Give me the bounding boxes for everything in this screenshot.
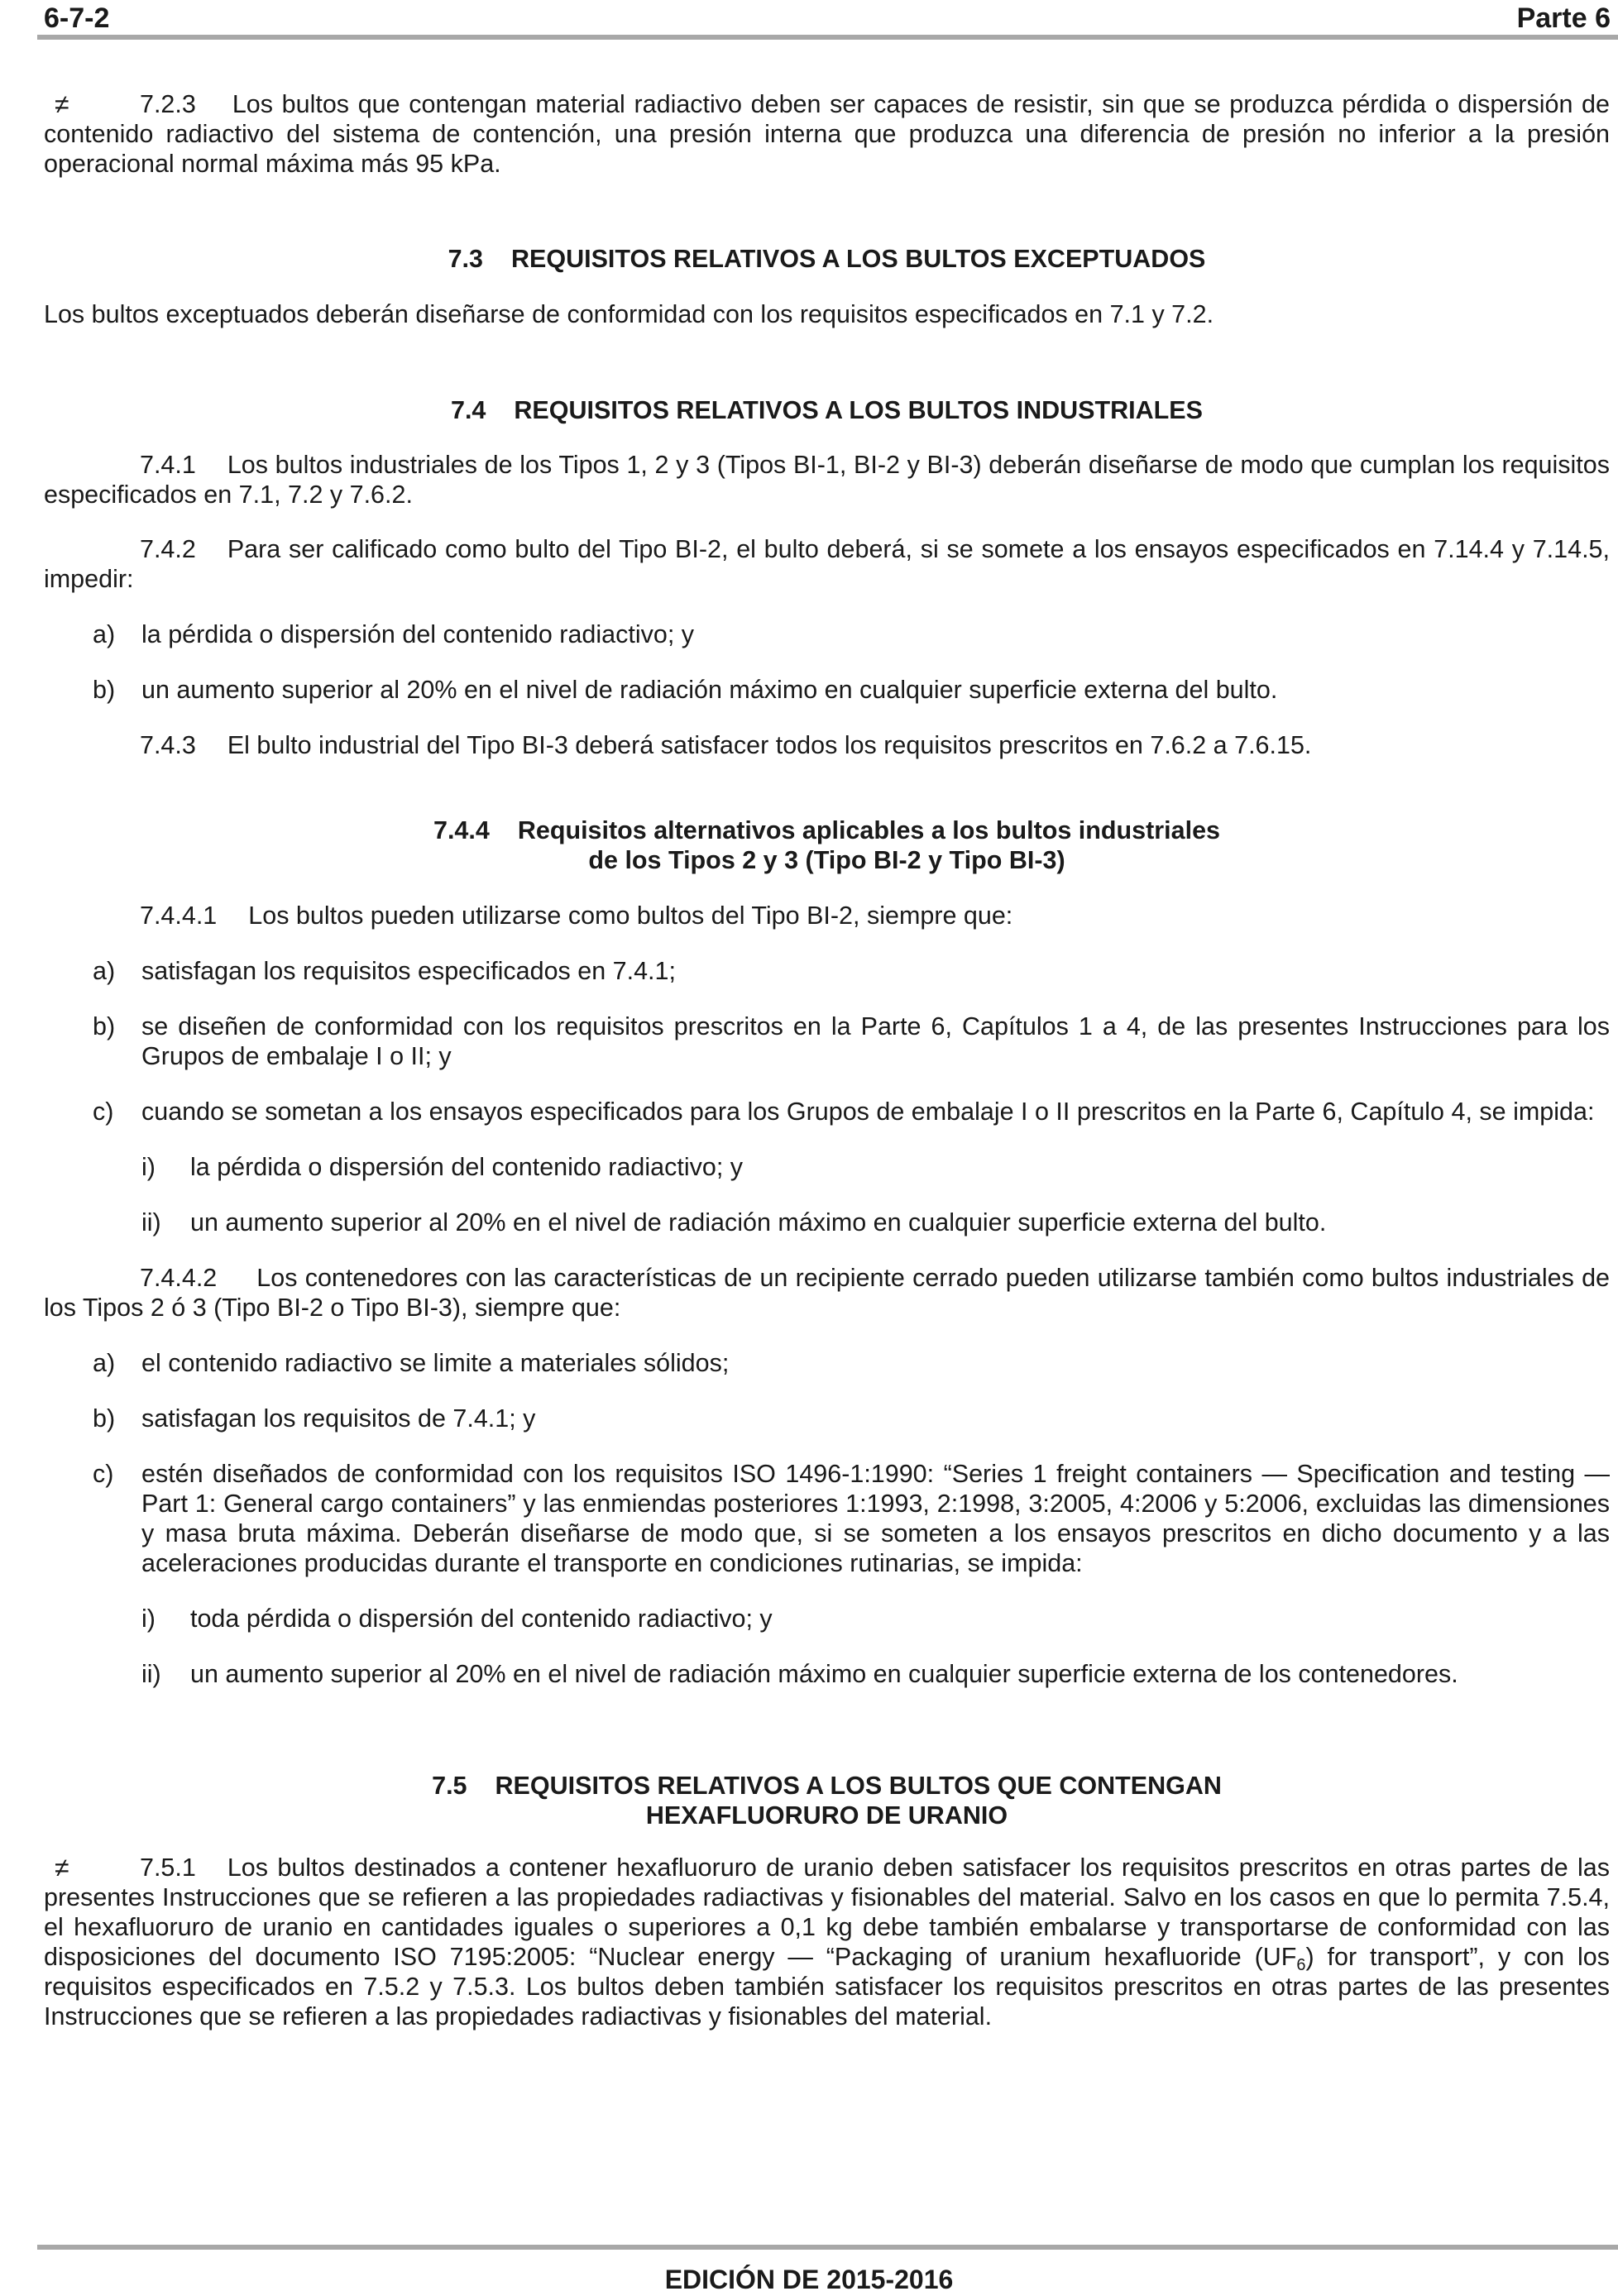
section-title-line1: Requisitos alternativos aplicables a los bultos industriales	[517, 816, 1220, 844]
list-label: a)	[93, 1349, 116, 1377]
list-text: un aumento superior al 20% en el nivel de radiación máximo en cualquier superficie externa del bulto.	[141, 676, 1278, 704]
list-label: a)	[93, 957, 116, 985]
sublist-item	[44, 1208, 1610, 1237]
paragraph-number: 7.4.3	[140, 731, 196, 759]
list-label: i)	[141, 1153, 156, 1181]
paragraph-text: Los bultos pueden utilizarse como bultos del Tipo BI-2, siempre que:	[248, 902, 1013, 930]
list-label: i)	[141, 1605, 156, 1633]
list-label: b)	[93, 1012, 116, 1040]
list-item	[44, 1348, 1610, 1378]
part-label: Parte 6	[1516, 2, 1611, 34]
paragraph-text: Los bultos que contengan material radiactivo deben ser capaces de resistir, sin que se produzca pérdida o dispersión de contenido radiactivo del sistema de contención, una presión interna que produzca una diferencia de presión no inferior a la presión operacional normal máxima más 95 kPa.	[44, 90, 1610, 178]
list-label: a)	[93, 620, 116, 648]
paragraph-text: Los bultos destinados a contener hexafluoruro de uranio deben satisfacer los requisitos prescritos en otras partes de las presentes Instrucciones que se refieren a las propiedades radiactivas y fisionables del material. Salvo en los casos en que lo permita 7.5.4, el hexafluoruro de uranio en cantidades iguales o superiores a 0,1 kg debe también embalarse y transportarse de conformidad con las disposiciones del documento ISO 7195:2005: “Nuclear energy — “Packaging of uranium hexafluoride (UF	[44, 1854, 1610, 1971]
list-label: ii)	[141, 1208, 161, 1236]
section-title-line2: HEXAFLUORURO DE URANIO	[645, 1801, 1008, 1830]
paragraph-number: 7.2.3	[140, 90, 196, 118]
list-text: toda pérdida o dispersión del contenido radiactivo; y	[190, 1605, 773, 1633]
paragraph-text: Los bultos industriales de los Tipos 1, 2 y 3 (Tipos BI-1, BI-2 y BI-3) deberán diseñarse de modo que cumplan los requisitos especificados en 7.1, 7.2 y 7.6.2.	[44, 451, 1610, 509]
list-text: estén diseñados de conformidad con los requisitos ISO 1496-1:1990: “Series 1 freight containers — Specification and testing — Part 1: General cargo containers” y las enmiendas posteriores 1:1993, 2:1998, 3:2005, 4:2006 y 5:2006, excluidas las dimensiones y masa bruta máxima. Deberán diseñarse de modo que, si se someten a los ensayos prescritos en dicho documento y a las aceleraciones producidas durante el transporte en condiciones rutinarias, se impida:	[141, 1460, 1610, 1577]
paragraph-number: 7.4.1	[140, 451, 196, 479]
paragraph-number: 7.4.4.2	[140, 1264, 218, 1292]
section-title: REQUISITOS RELATIVOS A LOS BULTOS EXCEPTUADOS	[511, 245, 1206, 273]
paragraph-number: 7.4.4.1	[140, 902, 218, 930]
header-rule	[37, 35, 1618, 40]
change-mark: ≠	[55, 1853, 69, 1882]
paragraph-7-4-1	[44, 450, 1610, 509]
list-text: satisfagan los requisitos especificados en 7.4.1;	[141, 957, 676, 985]
list-item	[44, 1097, 1610, 1126]
list-item	[44, 675, 1610, 705]
list-item	[44, 1404, 1610, 1433]
list-text: cuando se sometan a los ensayos especificados para los Grupos de embalaje I o II prescritos en la Parte 6, Capítulo 4, se impida:	[141, 1098, 1595, 1126]
list-text: un aumento superior al 20% en el nivel de radiación máximo en cualquier superficie externa de los contenedores.	[190, 1660, 1458, 1688]
list-label: b)	[93, 676, 116, 704]
edition-footer: EDICIÓN DE 2015-2016	[664, 2265, 954, 2294]
sublist-item	[44, 1659, 1610, 1689]
section-number: 7.5	[432, 1772, 467, 1800]
list-item	[44, 956, 1610, 986]
section-heading-7-5	[44, 1771, 1610, 1830]
paragraph-text-continued: ) for transport”, y con los requisitos especificados en 7.5.2 y 7.5.3. Los bultos deben también satisfacer los requisitos prescritos en otras partes de las presentes Instrucciones que se refieren a las propiedades radiactivas y fisionables del material.	[44, 1943, 1610, 2031]
paragraph-7-5-1	[44, 1853, 1610, 2031]
list-text: el contenido radiactivo se limite a materiales sólidos;	[141, 1349, 730, 1377]
list-text: satisfagan los requisitos de 7.4.1; y	[141, 1404, 536, 1433]
list-item	[44, 619, 1610, 649]
paragraph-7-4-4-1	[44, 901, 1610, 930]
list-text: se diseñen de conformidad con los requisitos prescritos en la Parte 6, Capítulos 1 a 4, de las presentes Instrucciones para los Grupos de embalaje I o II; y	[141, 1012, 1610, 1070]
subscript: 6	[1296, 1956, 1306, 1974]
paragraph-7-2-3	[44, 89, 1610, 179]
list-label: c)	[93, 1460, 114, 1488]
paragraph-7-4-2	[44, 534, 1610, 594]
section-title-line1: REQUISITOS RELATIVOS A LOS BULTOS QUE CONTENGAN	[495, 1772, 1222, 1800]
change-mark: ≠	[55, 89, 69, 119]
sublist-item	[44, 1604, 1610, 1634]
section-number: 7.3	[448, 245, 483, 273]
section-number: 7.4.4	[433, 816, 490, 844]
document-body	[44, 89, 1610, 2031]
paragraph-number: 7.5.1	[140, 1854, 196, 1882]
paragraph-7-4-4-2	[44, 1263, 1610, 1323]
section-heading-7-4-4	[44, 816, 1610, 875]
paragraph-text: Los contenedores con las características de un recipiente cerrado pueden utilizarse también como bultos industriales de los Tipos 2 ó 3 (Tipo BI-2 o Tipo BI-3), siempre que:	[44, 1264, 1610, 1322]
section-number: 7.4	[450, 396, 486, 424]
list-label: ii)	[141, 1660, 161, 1688]
list-label: c)	[93, 1098, 114, 1126]
paragraph-number: 7.4.2	[140, 535, 196, 563]
section-title-line2: de los Tipos 2 y 3 (Tipo BI-2 y Tipo BI-3)	[588, 846, 1065, 874]
section-heading-7-4	[44, 395, 1610, 425]
paragraph-text: Para ser calificado como bulto del Tipo BI-2, el bulto deberá, si se somete a los ensayos especificados en 7.14.4 y 7.14.5, impedir:	[44, 535, 1610, 593]
list-label: b)	[93, 1404, 116, 1433]
list-text: la pérdida o dispersión del contenido radiactivo; y	[141, 620, 695, 648]
footer-rule	[37, 2245, 1618, 2250]
sublist-item	[44, 1152, 1610, 1182]
list-text: un aumento superior al 20% en el nivel de radiación máximo en cualquier superficie externa del bulto.	[190, 1208, 1327, 1236]
paragraph-7-3: Los bultos exceptuados deberán diseñarse de conformidad con los requisitos especificados en 7.1 y 7.2.	[44, 300, 1214, 328]
list-item	[44, 1012, 1610, 1071]
list-item	[44, 1459, 1610, 1578]
page-number: 6-7-2	[44, 2, 110, 34]
paragraph-text: El bulto industrial del Tipo BI-3 deberá satisfacer todos los requisitos prescritos en 7.6.2 a 7.6.15.	[227, 731, 1312, 759]
section-heading-7-3	[44, 244, 1610, 274]
list-text: la pérdida o dispersión del contenido radiactivo; y	[190, 1153, 744, 1181]
paragraph-7-4-3	[44, 730, 1610, 760]
section-title: REQUISITOS RELATIVOS A LOS BULTOS INDUSTRIALES	[514, 396, 1203, 424]
